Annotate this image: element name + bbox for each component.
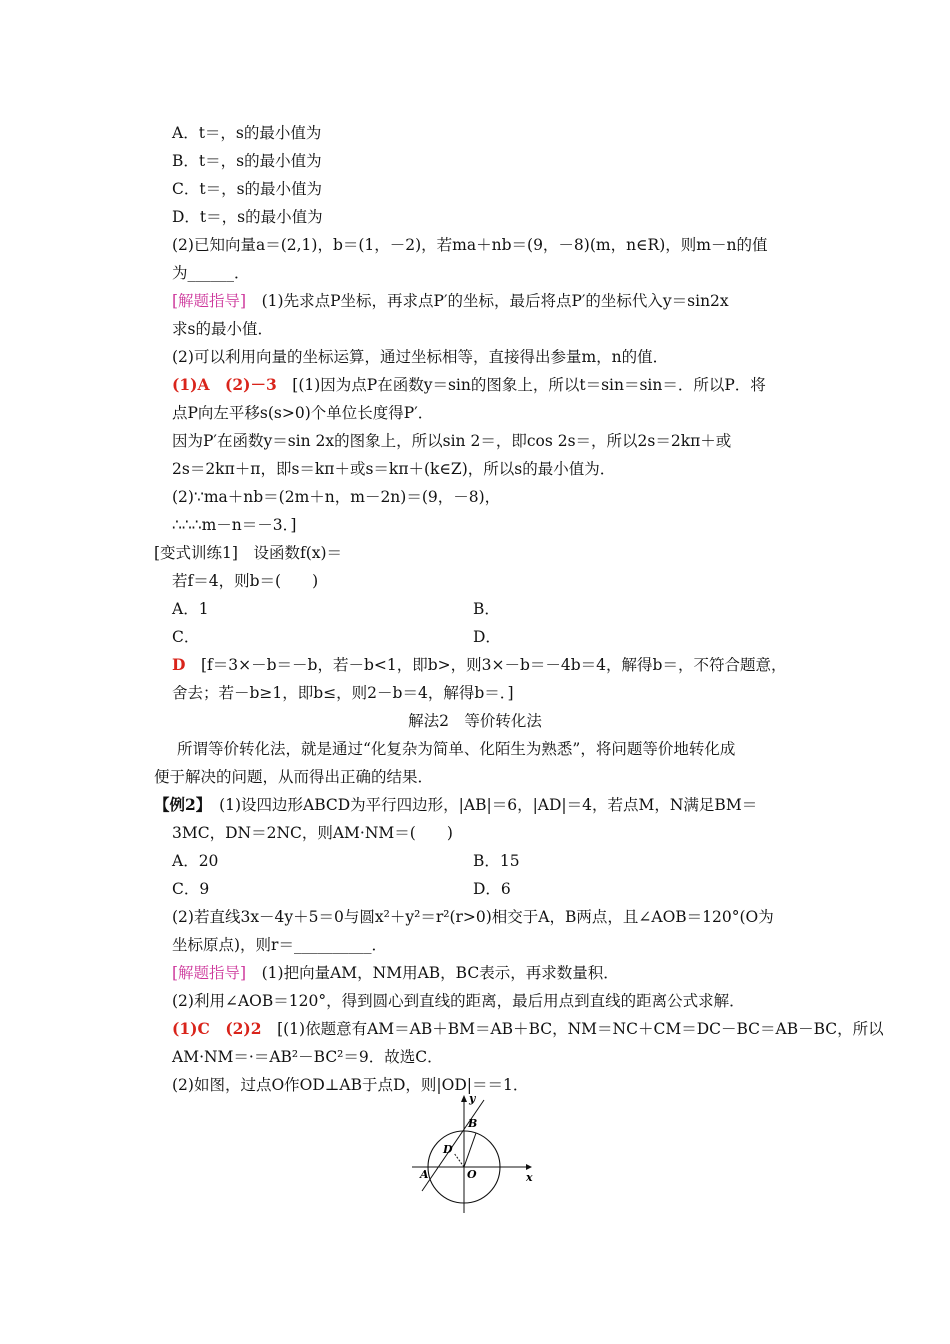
variant-option-d: D． (473, 628, 501, 646)
variant-solution (172, 655, 786, 675)
segment-od (454, 1153, 464, 1167)
example2-q1: (1)设四边形ABCD为平行四边形，|AB|＝6，|AD|＝4，若点M，N满足BM＝ (219, 796, 758, 814)
answer-2: (2)－3 (225, 375, 277, 394)
guide-line-2: 求s的最小值． (172, 320, 273, 338)
label-o: O (467, 1168, 477, 1181)
variant-option-c: C． (172, 628, 200, 646)
example2-option-b: B．15 (473, 852, 520, 870)
option-c: C．t＝，s的最小值为 (172, 180, 323, 198)
example2-guide-text: (1)把向量AM，NM用AB，BC表示，再求数量积． (261, 964, 619, 982)
example2-q2-cont: 坐标原点)，则r＝__________． (172, 936, 387, 954)
variant-answer: D (172, 655, 186, 674)
example2-guide-tag: [解题指导] (172, 964, 247, 982)
example2-answer-2: (2)2 (225, 1019, 262, 1038)
y-axis-arrow (461, 1095, 467, 1102)
intro-line-1: 所谓等价转化法，就是通过“化复杂为简单、化陌生为熟悉”，将问题等价地转化成 (177, 740, 736, 758)
variant-solution-line-2: 舍去；若－b≥1，即b≤，则2－b＝4，解得b＝．] (172, 684, 514, 702)
guide-tag: [解题指导] (172, 292, 247, 310)
variant-option-a: A．1 (172, 600, 209, 618)
circle-figure (410, 1090, 540, 1220)
example2-guide-line-2: (2)利用∠AOB＝120°，得到圆心到直线的距离，最后用点到直线的距离公式求解． (172, 992, 745, 1010)
label-b: B (468, 1117, 478, 1130)
example2-q1-cont: 3MC，DN＝2NC，则AM·NM＝( ) (172, 824, 453, 842)
solution-line-4: 2s＝2kπ＋π，即s＝kπ＋或s＝kπ＋(k∈Z)，所以s的最小值为． (172, 460, 616, 478)
guide-text: (1)先求点P坐标，再求点P′的坐标，最后将点P′的坐标代入y＝sin2x (261, 292, 729, 310)
label-x: x (526, 1171, 533, 1184)
solution-line-6: ∴∴∴m－n＝－3．] (172, 516, 297, 534)
section-heading: 解法2 等价转化法 (408, 712, 542, 730)
question-part2: (2)已知向量a＝(2,1)，b＝(1，－2)，若ma＋nb＝(9，－8)(m，n∈R)，则m－n的值 (172, 236, 768, 254)
example2-solution-text: [(1)依题意有AM＝AB＋BM＝AB＋BC，NM＝NC＋CM＝DC－BC＝AB－BC，所以 (277, 1020, 884, 1038)
example2-tag: 【例2】 (154, 795, 204, 814)
intro-line-2: 便于解决的问题，从而得出正确的结果． (154, 768, 434, 786)
variant-stem: 设函数f(x)＝ (253, 544, 343, 562)
option-b: B．t＝，s的最小值为 (172, 152, 322, 170)
label-a: A (420, 1168, 429, 1181)
variant-option-b: B． (473, 600, 500, 618)
example2-heading (154, 795, 757, 815)
example2-option-d: D．6 (473, 880, 511, 898)
example2-guide (172, 963, 619, 983)
example2-answer-1: (1)C (172, 1019, 210, 1038)
solution-text: [(1)因为点P在函数y＝sin的图象上，所以t＝sin＝sin＝．所以P．将 (292, 376, 766, 394)
solution-line-2: 点P向左平移s(s>0)个单位长度得P′． (172, 404, 434, 422)
x-axis-arrow (526, 1164, 532, 1170)
guide-line-3: (2)可以利用向量的坐标运算，通过坐标相等，直接得出参量m，n的值． (172, 348, 669, 366)
label-y: y (469, 1092, 476, 1105)
answer-line (172, 375, 766, 395)
variant-title: [变式训练1] (154, 544, 238, 562)
question-part2-cont: 为______． (172, 264, 250, 282)
variant-question: 若f＝4，则b＝( ) (172, 572, 319, 590)
radius-ob (464, 1133, 476, 1167)
guide-line (172, 291, 729, 311)
example2-answer (172, 1019, 884, 1039)
variant-solution-text: [f＝3×－b＝－b，若－b<1，即b>，则3×－b＝－4b＝4，解得b＝，不符合题意， (200, 656, 787, 674)
example2-solution-line-2: AM·NM＝·＝AB²－BC²＝9．故选C． (172, 1048, 443, 1066)
answer-1: (1)A (172, 375, 210, 394)
label-d: D (443, 1143, 453, 1156)
example2-solution-line-3: (2)如图，过点O作OD⊥AB于点D，则|OD|＝＝1． (172, 1076, 529, 1094)
variant-heading (154, 543, 342, 563)
option-d: D．t＝，s的最小值为 (172, 208, 323, 226)
option-a: A．t＝，s的最小值为 (172, 124, 322, 142)
solution-line-5: (2)∵ma＋nb＝(2m＋n，m－2n)＝(9，－8)， (172, 488, 501, 506)
example2-option-c: C．9 (172, 880, 210, 898)
solution-line-3: 因为P′在函数y＝sin 2x的图象上，所以sin 2＝，即cos 2s＝，所以2s＝2kπ＋或 (172, 432, 732, 450)
example2-option-a: A．20 (172, 852, 219, 870)
example2-q2: (2)若直线3x－4y＋5＝0与圆x²＋y²＝r²(r>0)相交于A，B两点，且∠AOB＝120°(O为 (172, 908, 774, 926)
